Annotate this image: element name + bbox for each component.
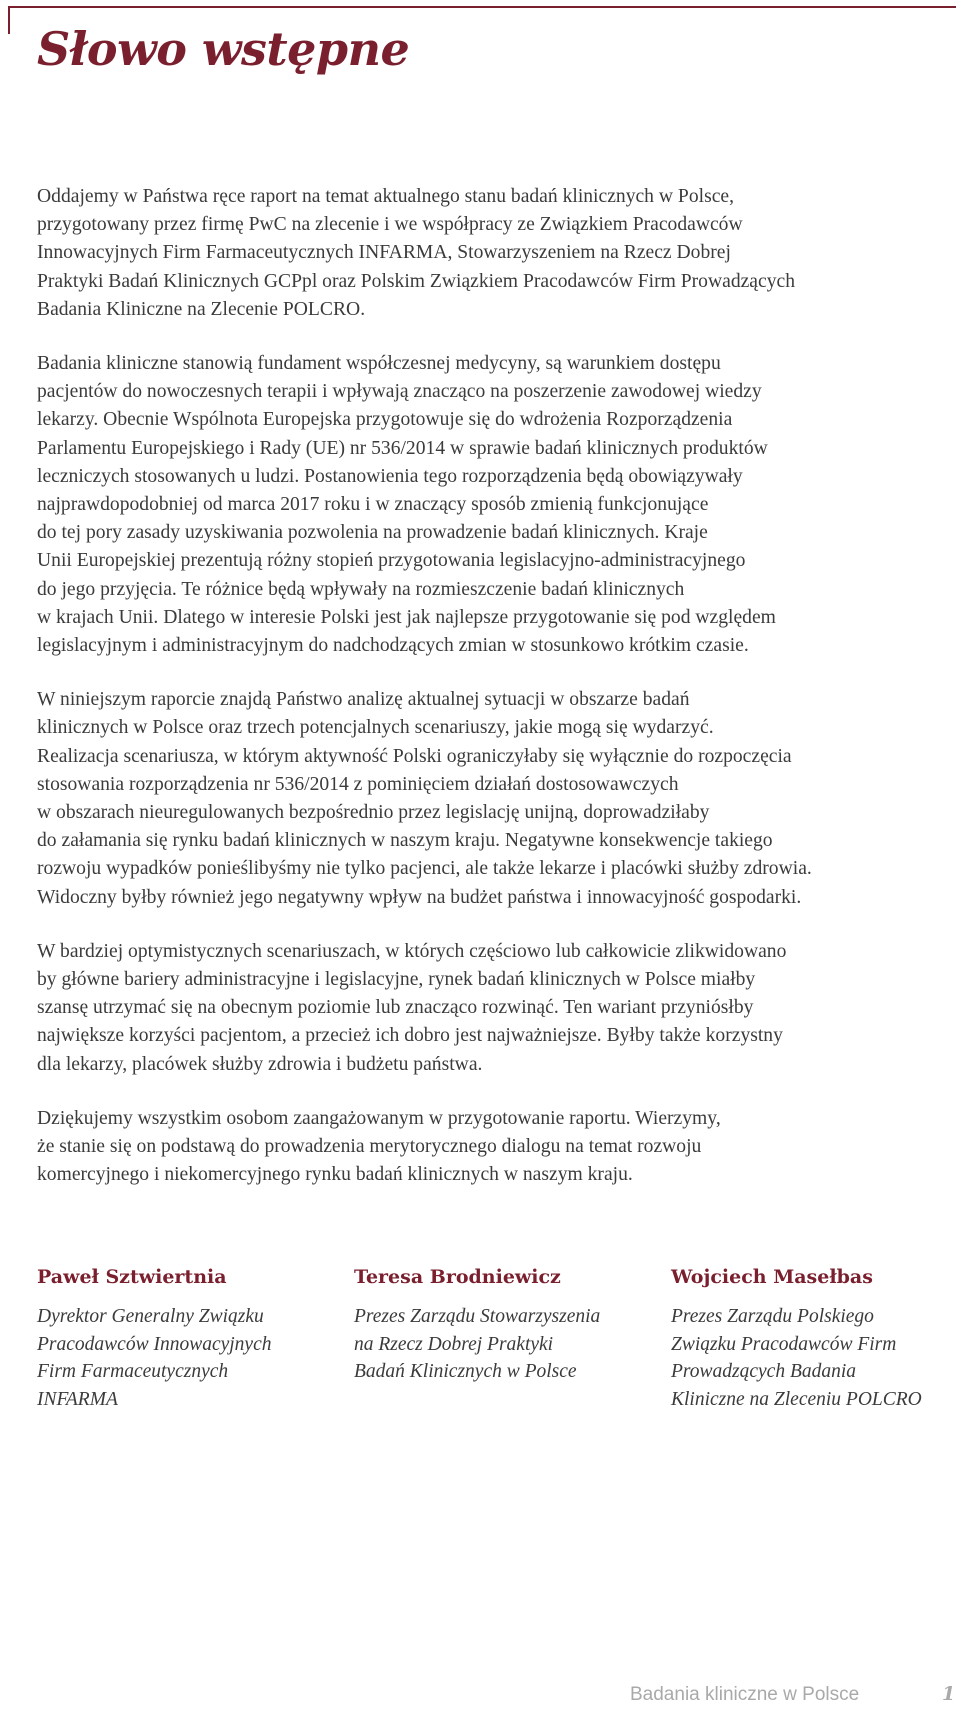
signatory-name: Wojciech Masełbas: [671, 1266, 873, 1288]
role-line: na Rzecz Dobrej Praktyki: [354, 1333, 554, 1355]
text-line: szansę utrzymać się na obecnym poziomie lub znacząco rozwinąć. Ten wariant przyniósłby: [37, 997, 754, 1019]
role-line: Pracodawców Innowacyjnych: [37, 1333, 272, 1355]
text-line: Badania kliniczne stanowią fundament współczesnej medycyny, są warunkiem dostępu: [37, 353, 721, 375]
text-line: przygotowany przez firmę PwC na zlecenie i we współpracy ze Związkiem Pracodawców: [37, 214, 743, 236]
text-line: najprawdopodobniej od marca 2017 roku i w znaczący sposób zmienią funkcjonujące: [37, 494, 709, 516]
signatory-3: [671, 1263, 960, 1413]
text-line: lekarzy. Obecnie Wspólnota Europejska przygotowuje się do wdrożenia Rozporządzenia: [37, 409, 733, 431]
page-title: Słowo wstępne: [37, 22, 410, 76]
text-line: stosowania rozporządzenia nr 536/2014 z pominięciem działań dostosowawczych: [37, 773, 679, 795]
text-line: Dziękujemy wszystkim osobom zaangażowanym w przygotowanie raportu. Wierzymy,: [37, 1107, 721, 1129]
signatory-role: [671, 1303, 960, 1413]
text-line: największe korzyści pacjentom, a przecież ich dobro jest najważniejsze. Byłby także korzystny: [37, 1025, 783, 1047]
role-line: Badań Klinicznych w Polsce: [354, 1361, 577, 1382]
paragraph-5: [37, 1105, 957, 1190]
role-line: Kliniczne na Zleceniu POLCRO: [671, 1388, 922, 1410]
text-line: legislacyjnym i administracyjnym do nadchodzących zmian w stosunkowo krótkim czasie.: [37, 635, 749, 657]
signatory-role: [354, 1303, 654, 1386]
text-line: komercyjnego i niekomercyjnego rynku badań klinicznych w naszym kraju.: [37, 1164, 633, 1186]
signatory-role: [37, 1303, 337, 1413]
role-line: Firm Farmaceutycznych: [37, 1361, 229, 1382]
text-line: w krajach Unii. Dlatego w interesie Polski jest jak najlepsze przygotowanie się pod względem: [37, 606, 776, 628]
body-text: [37, 183, 957, 1216]
page-number: 1: [942, 1683, 956, 1705]
role-line: Dyrektor Generalny Związku: [37, 1306, 264, 1327]
paragraph-4: [37, 938, 957, 1079]
text-line: W bardziej optymistycznych scenariuszach, w których częściowo lub całkowicie zlikwidowano: [37, 940, 787, 962]
text-line: do jego przyjęcia. Te różnice będą wpływały na rozmieszczenie badań klinicznych: [37, 578, 685, 600]
text-line: Badania Kliniczne na Zlecenie POLCRO.: [37, 298, 366, 320]
role-line: Prowadzących Badania: [671, 1361, 857, 1382]
text-line: Oddajemy w Państwa ręce raport na temat aktualnego stanu badań klinicznych w Polsce,: [37, 186, 734, 207]
role-line: INFARMA: [37, 1388, 118, 1410]
signatory-2: [354, 1263, 654, 1386]
text-line: Unii Europejskiej prezentują różny stopień przygotowania legislacyjno-administracyjnego: [37, 550, 746, 572]
text-line: Widoczny byłby również jego negatywny wpływ na budżet państwa i innowacyjność gospodarki.: [37, 886, 802, 908]
text-line: leczniczych stosowanych u ludzi. Postanowienia tego rozporządzenia będą obowiązywały: [37, 465, 743, 487]
text-line: dla lekarzy, placówek służby zdrowia i budżetu państwa.: [37, 1053, 483, 1075]
role-line: Prezes Zarządu Polskiego: [671, 1306, 874, 1327]
text-line: by główne bariery administracyjne i legislacyjne, rynek badań klinicznych w Polsce miałby: [37, 969, 756, 991]
text-line: w obszarach nieuregulowanych bezpośrednio przez legislację unijną, doprowadziłaby: [37, 802, 710, 824]
top-border-line: [8, 6, 956, 8]
paragraph-2: [37, 350, 957, 660]
text-line: Praktyki Badań Klinicznych GCPpl oraz Polskim Związkiem Pracodawców Firm Prowadzących: [37, 270, 795, 292]
text-line: że stanie się on podstawą do prowadzenia merytorycznego dialogu na temat rozwoju: [37, 1136, 702, 1158]
signatory-name: Paweł Sztwiertnia: [37, 1266, 227, 1288]
signatory-1: [37, 1263, 337, 1413]
text-line: do załamania się rynku badań klinicznych w naszym kraju. Negatywne konsekwencje takiego: [37, 830, 773, 852]
text-line: Parlamentu Europejskiego i Rady (UE) nr 536/2014 w sprawie badań klinicznych produktów: [37, 437, 768, 459]
role-line: Prezes Zarządu Stowarzyszenia: [354, 1306, 601, 1327]
text-line: Realizacja scenariusza, w którym aktywność Polski ograniczyłaby się wyłącznie do rozpoczęcia: [37, 745, 792, 767]
footer-running-title: Badania kliniczne w Polsce: [630, 1684, 860, 1705]
text-line: W niniejszym raporcie znajdą Państwo analizę aktualnej sytuacji w obszarze badań: [37, 689, 690, 711]
text-line: klinicznych w Polsce oraz trzech potencjalnych scenariuszy, jakie mogą się wydarzyć.: [37, 717, 714, 739]
paragraph-1: [37, 183, 957, 324]
text-line: Innowacyjnych Firm Farmaceutycznych INFARMA, Stowarzyszeniem na Rzecz Dobrej: [37, 242, 731, 264]
signatory-name: Teresa Brodniewicz: [354, 1266, 561, 1288]
paragraph-3: [37, 686, 957, 912]
role-line: Związku Pracodawców Firm: [671, 1333, 897, 1355]
text-line: pacjentów do nowoczesnych terapii i wpływają znacząco na poszerzenie zawodowej wiedzy: [37, 381, 762, 403]
text-line: rozwoju wypadków ponieślibyśmy nie tylko pacjenci, ale także lekarze i placówki służby zdrowia.: [37, 858, 812, 880]
text-line: do tej pory zasady uzyskiwania pozwolenia na prowadzenie badań klinicznych. Kraje: [37, 522, 708, 544]
top-border-corner: [8, 6, 10, 34]
